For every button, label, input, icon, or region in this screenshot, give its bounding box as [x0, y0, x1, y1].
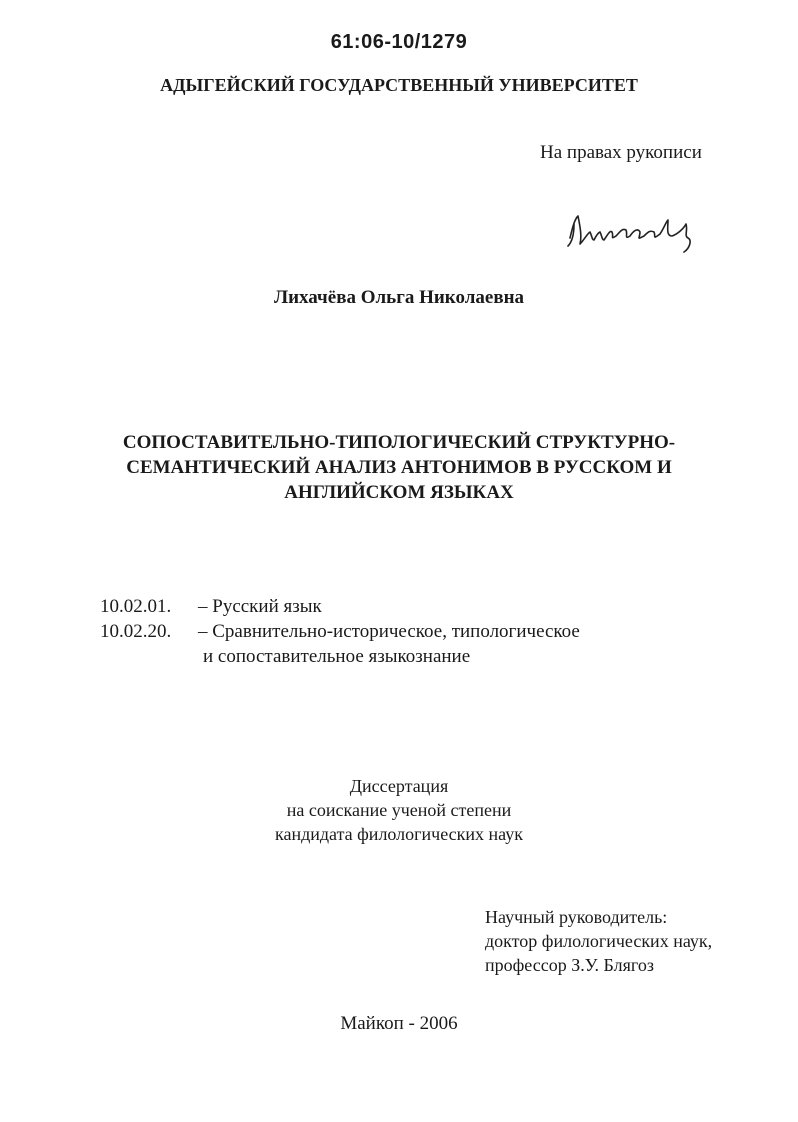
supervisor-degree: доктор филологических наук, [485, 931, 713, 951]
specialty-continuation: и сопоставительное языкознание [203, 646, 471, 667]
specialty-code: 10.02.01. [100, 596, 172, 617]
handwritten-signature [560, 206, 710, 256]
place-and-year: Майкоп - 2006 [340, 1013, 458, 1034]
specialty-name: – Русский язык [198, 596, 322, 617]
specialty-row [100, 594, 580, 619]
degree-line: Диссертация [349, 776, 449, 796]
title-line: АНГЛИЙСКОМ ЯЗЫКАХ [284, 482, 514, 503]
specialty-row [100, 619, 580, 644]
manuscript-rights-note: На правах рукописи [540, 142, 702, 163]
dissertation-title [0, 430, 798, 505]
archive-stamp-number: 61:06-10/1279 [330, 31, 468, 53]
supervisor-label: Научный руководитель: [485, 907, 668, 927]
scientific-supervisor [485, 905, 712, 977]
degree-line: на соискание ученой степени [286, 800, 512, 820]
author-name: Лихачёва Ольга Николаевна [273, 287, 525, 308]
title-line: СЕМАНТИЧЕСКИЙ АНАЛИЗ АНТОНИМОВ В РУССКОМ И [126, 457, 672, 478]
supervisor-name: профессор З.У. Блягоз [485, 955, 654, 975]
degree-statement [0, 774, 798, 846]
specialty-name: – Сравнительно-историческое, типологическое [198, 621, 580, 642]
degree-line: кандидата филологических наук [275, 824, 523, 844]
title-line: СОПОСТАВИТЕЛЬНО-ТИПОЛОГИЧЕСКИЙ СТРУКТУРНО- [122, 432, 676, 453]
specialty-code: 10.02.20. [100, 621, 172, 642]
specialty-codes [100, 594, 580, 669]
university-name: АДЫГЕЙСКИЙ ГОСУДАРСТВЕННЫЙ УНИВЕРСИТЕТ [160, 75, 638, 95]
